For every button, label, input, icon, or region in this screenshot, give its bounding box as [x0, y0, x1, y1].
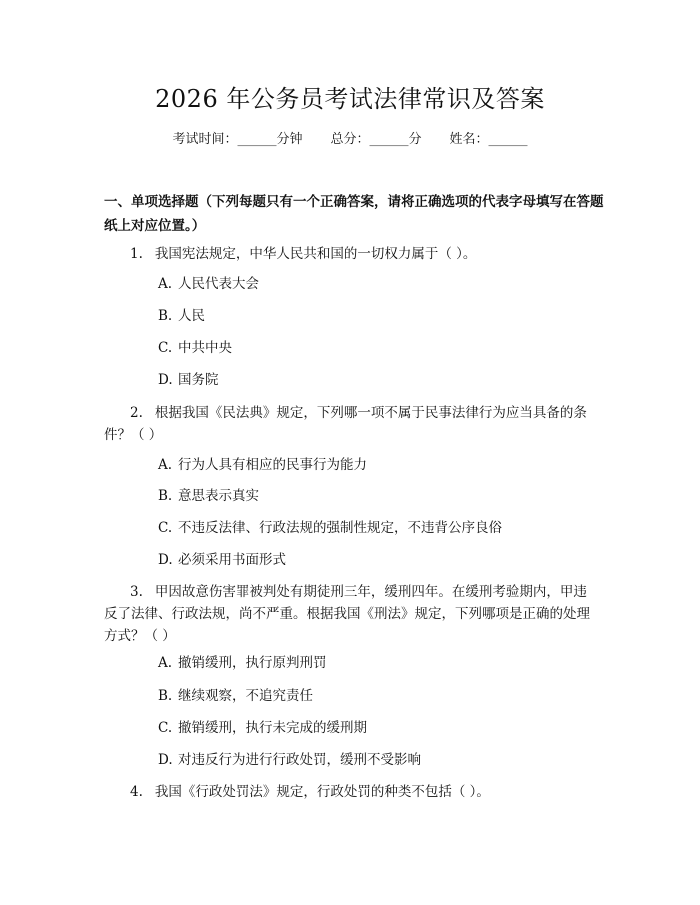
option-letter: A. — [158, 457, 173, 473]
question-text: 根据我国《民法典》规定，下列哪一项不属于民事法律行为应当具备的条件？（ ） — [104, 405, 587, 443]
option-letter: A. — [158, 655, 173, 671]
question-number: 2. — [130, 405, 143, 421]
option-text: 对违反行为进行行政处罚，缓刑不受影响 — [178, 752, 421, 768]
name-field: 姓名：______ — [449, 132, 528, 147]
option-2c — [158, 517, 598, 539]
exam-time-field: 考试时间：______分钟 — [172, 132, 303, 147]
option-2b — [158, 485, 598, 507]
option-3d — [158, 749, 598, 771]
question-text: 我国宪法规定，中华人民共和国的一切权力属于（ ）。 — [154, 246, 477, 262]
option-letter: D. — [158, 752, 173, 768]
option-1a — [158, 273, 598, 295]
option-text: 必须采用书面形式 — [178, 552, 286, 568]
option-letter: A. — [158, 276, 173, 292]
question-3 — [104, 581, 600, 647]
option-letter: C. — [158, 340, 173, 356]
question-number: 4. — [130, 784, 143, 800]
option-1d — [158, 369, 598, 391]
option-text: 撤销缓刑，执行未完成的缓刑期 — [178, 720, 367, 736]
option-3b — [158, 685, 598, 707]
option-3a — [158, 652, 598, 674]
option-letter: B. — [158, 308, 173, 324]
option-text: 国务院 — [178, 372, 219, 388]
question-4 — [104, 781, 600, 803]
question-number: 3. — [130, 584, 143, 600]
option-letter: D. — [158, 552, 173, 568]
question-2 — [104, 402, 600, 446]
option-text: 中共中央 — [178, 340, 232, 356]
option-letter: B. — [158, 688, 173, 704]
option-1b — [158, 305, 598, 327]
question-1 — [104, 243, 600, 265]
option-text: 撤销缓刑，执行原判刑罚 — [178, 655, 327, 671]
option-letter: C. — [158, 720, 173, 736]
exam-meta — [0, 130, 700, 150]
option-text: 人民 — [178, 308, 205, 324]
question-text: 我国《行政处罚法》规定，行政处罚的种类不包括（ ）。 — [154, 784, 490, 800]
question-number: 1. — [130, 246, 143, 262]
question-text: 甲因故意伤害罪被判处有期徒刑三年，缓刑四年。在缓刑考验期内，甲违反了法律、行政法规，尚不严重。根据我国《刑法》规定，下列哪项是正确的处理方式？（ ） — [104, 584, 590, 644]
option-text: 继续观察，不追究责任 — [178, 688, 313, 704]
option-text: 意思表示真实 — [178, 488, 259, 504]
option-1c — [158, 337, 598, 359]
option-text: 行为人具有相应的民事行为能力 — [178, 457, 367, 473]
option-text: 不违反法律、行政法规的强制性规定，不违背公序良俗 — [178, 520, 502, 536]
option-2a — [158, 454, 598, 476]
option-2d — [158, 549, 598, 571]
option-letter: B. — [158, 488, 173, 504]
page-title: 2026 年公务员考试法律常识及答案 — [155, 85, 545, 113]
option-3c — [158, 717, 598, 739]
option-letter: C. — [158, 520, 173, 536]
option-text: 人民代表大会 — [178, 276, 259, 292]
option-letter: D. — [158, 372, 173, 388]
total-score-field: 总分：______分 — [330, 132, 422, 147]
section-heading: 一、单项选择题（下列每题只有一个正确答案，请将正确选项的代表字母填写在答题纸上对应位置。） — [104, 194, 604, 234]
